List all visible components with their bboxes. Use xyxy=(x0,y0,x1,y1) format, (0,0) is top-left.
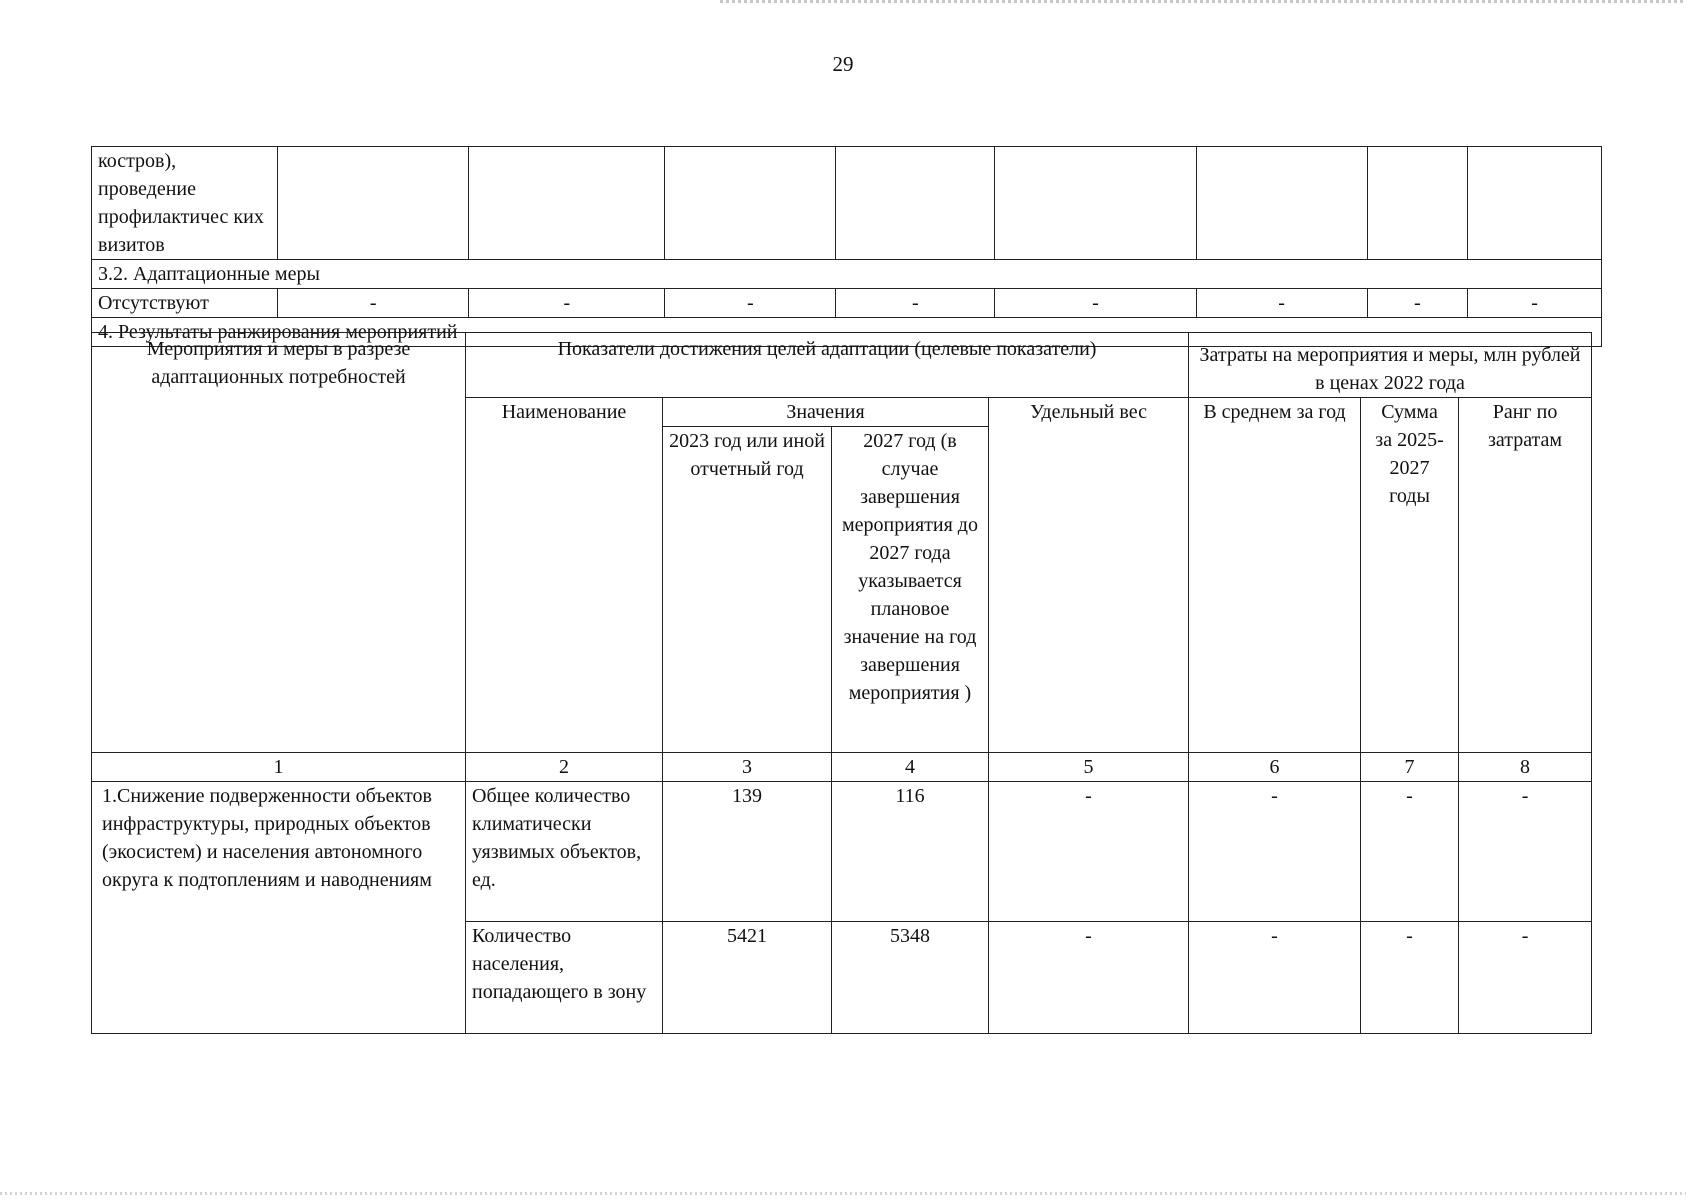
dash-cell: - xyxy=(836,289,995,318)
section-4-title: 4. Результаты ранжирования мероприятий xyxy=(92,318,1602,347)
dash-cell: - xyxy=(1367,289,1468,318)
value-2023: 5421 xyxy=(663,922,832,1034)
dash-cell: - xyxy=(665,289,836,318)
sum-value: - xyxy=(1361,782,1459,922)
rank-value: - xyxy=(1459,922,1592,1034)
header-indicators-group: Показатели достижения целей адаптации (целевые показатели) xyxy=(466,333,1189,398)
empty-cell xyxy=(469,147,665,260)
header-avg: В среднем за год xyxy=(1189,398,1361,753)
section-3-2-row xyxy=(92,260,1602,289)
dash-cell: - xyxy=(469,289,665,318)
avg-value: - xyxy=(1189,782,1361,922)
col-number: 6 xyxy=(1189,753,1361,782)
weight-value: - xyxy=(989,782,1189,922)
absent-row xyxy=(92,289,1602,318)
ranking-header-table xyxy=(91,332,1592,1034)
col-number: 7 xyxy=(1361,753,1459,782)
scan-edge-bottom xyxy=(0,1192,1686,1195)
indicator-name: Количество населения, попадающего в зону xyxy=(466,922,663,1034)
dash-cell: - xyxy=(995,289,1196,318)
header-sum: Сумма за 2025-2027 годы xyxy=(1361,398,1459,753)
header-row-1 xyxy=(92,333,1592,398)
ranking-table xyxy=(91,146,1602,347)
value-2023: 139 xyxy=(663,782,832,922)
scan-edge-top xyxy=(720,0,1686,3)
col-number: 2 xyxy=(466,753,663,782)
measure-text: 1.Снижение подверженности объектов инфраструктуры, природных объектов (экосистем) и населения автономного округа к подтоплениям и наводнениям xyxy=(92,782,466,1034)
dash-cell: - xyxy=(1196,289,1367,318)
value-2027: 5348 xyxy=(832,922,989,1034)
dash-cell: - xyxy=(278,289,469,318)
col-number: 3 xyxy=(663,753,832,782)
absent-label: Отсутствуют xyxy=(92,289,278,318)
table-row xyxy=(92,782,1592,922)
col-number: 5 xyxy=(989,753,1189,782)
continuation-row xyxy=(92,147,1602,260)
section-3-2-title: 3.2. Адаптационные меры xyxy=(92,260,1602,289)
header-2027: 2027 год (в случае завершения мероприятия до 2027 года указывается плановое значение на год завершения мероприятия ) xyxy=(832,427,989,753)
rank-value: - xyxy=(1459,782,1592,922)
column-numbers-row xyxy=(92,753,1592,782)
page-number: 29 xyxy=(832,52,854,76)
header-values-group: Значения xyxy=(663,398,989,427)
dash-cell: - xyxy=(1468,289,1602,318)
sum-value: - xyxy=(1361,922,1459,1034)
header-name: Наименование xyxy=(466,398,663,753)
indicator-name: Общее количество климатически уязвимых объектов, ед. xyxy=(466,782,663,922)
empty-cell xyxy=(995,147,1196,260)
value-2027: 116 xyxy=(832,782,989,922)
empty-cell xyxy=(278,147,469,260)
col-number: 1 xyxy=(92,753,466,782)
header-costs-group: Затраты на мероприятия и меры, млн рублей в ценах 2022 года xyxy=(1189,333,1592,398)
header-rank: Ранг по затратам xyxy=(1459,398,1592,753)
avg-value: - xyxy=(1189,922,1361,1034)
empty-cell xyxy=(1367,147,1468,260)
empty-cell xyxy=(1196,147,1367,260)
empty-cell xyxy=(665,147,836,260)
col-number: 4 xyxy=(832,753,989,782)
empty-cell xyxy=(1468,147,1602,260)
header-2023: 2023 год или иной отчетный год xyxy=(663,427,832,753)
continuation-text: костров), проведение профилактичес ких визитов xyxy=(92,147,278,260)
header-measures: Мероприятия и меры в разрезе адаптационных потребностей xyxy=(92,333,466,753)
col-number: 8 xyxy=(1459,753,1592,782)
empty-cell xyxy=(836,147,995,260)
weight-value: - xyxy=(989,922,1189,1034)
header-weight: Удельный вес xyxy=(989,398,1189,753)
